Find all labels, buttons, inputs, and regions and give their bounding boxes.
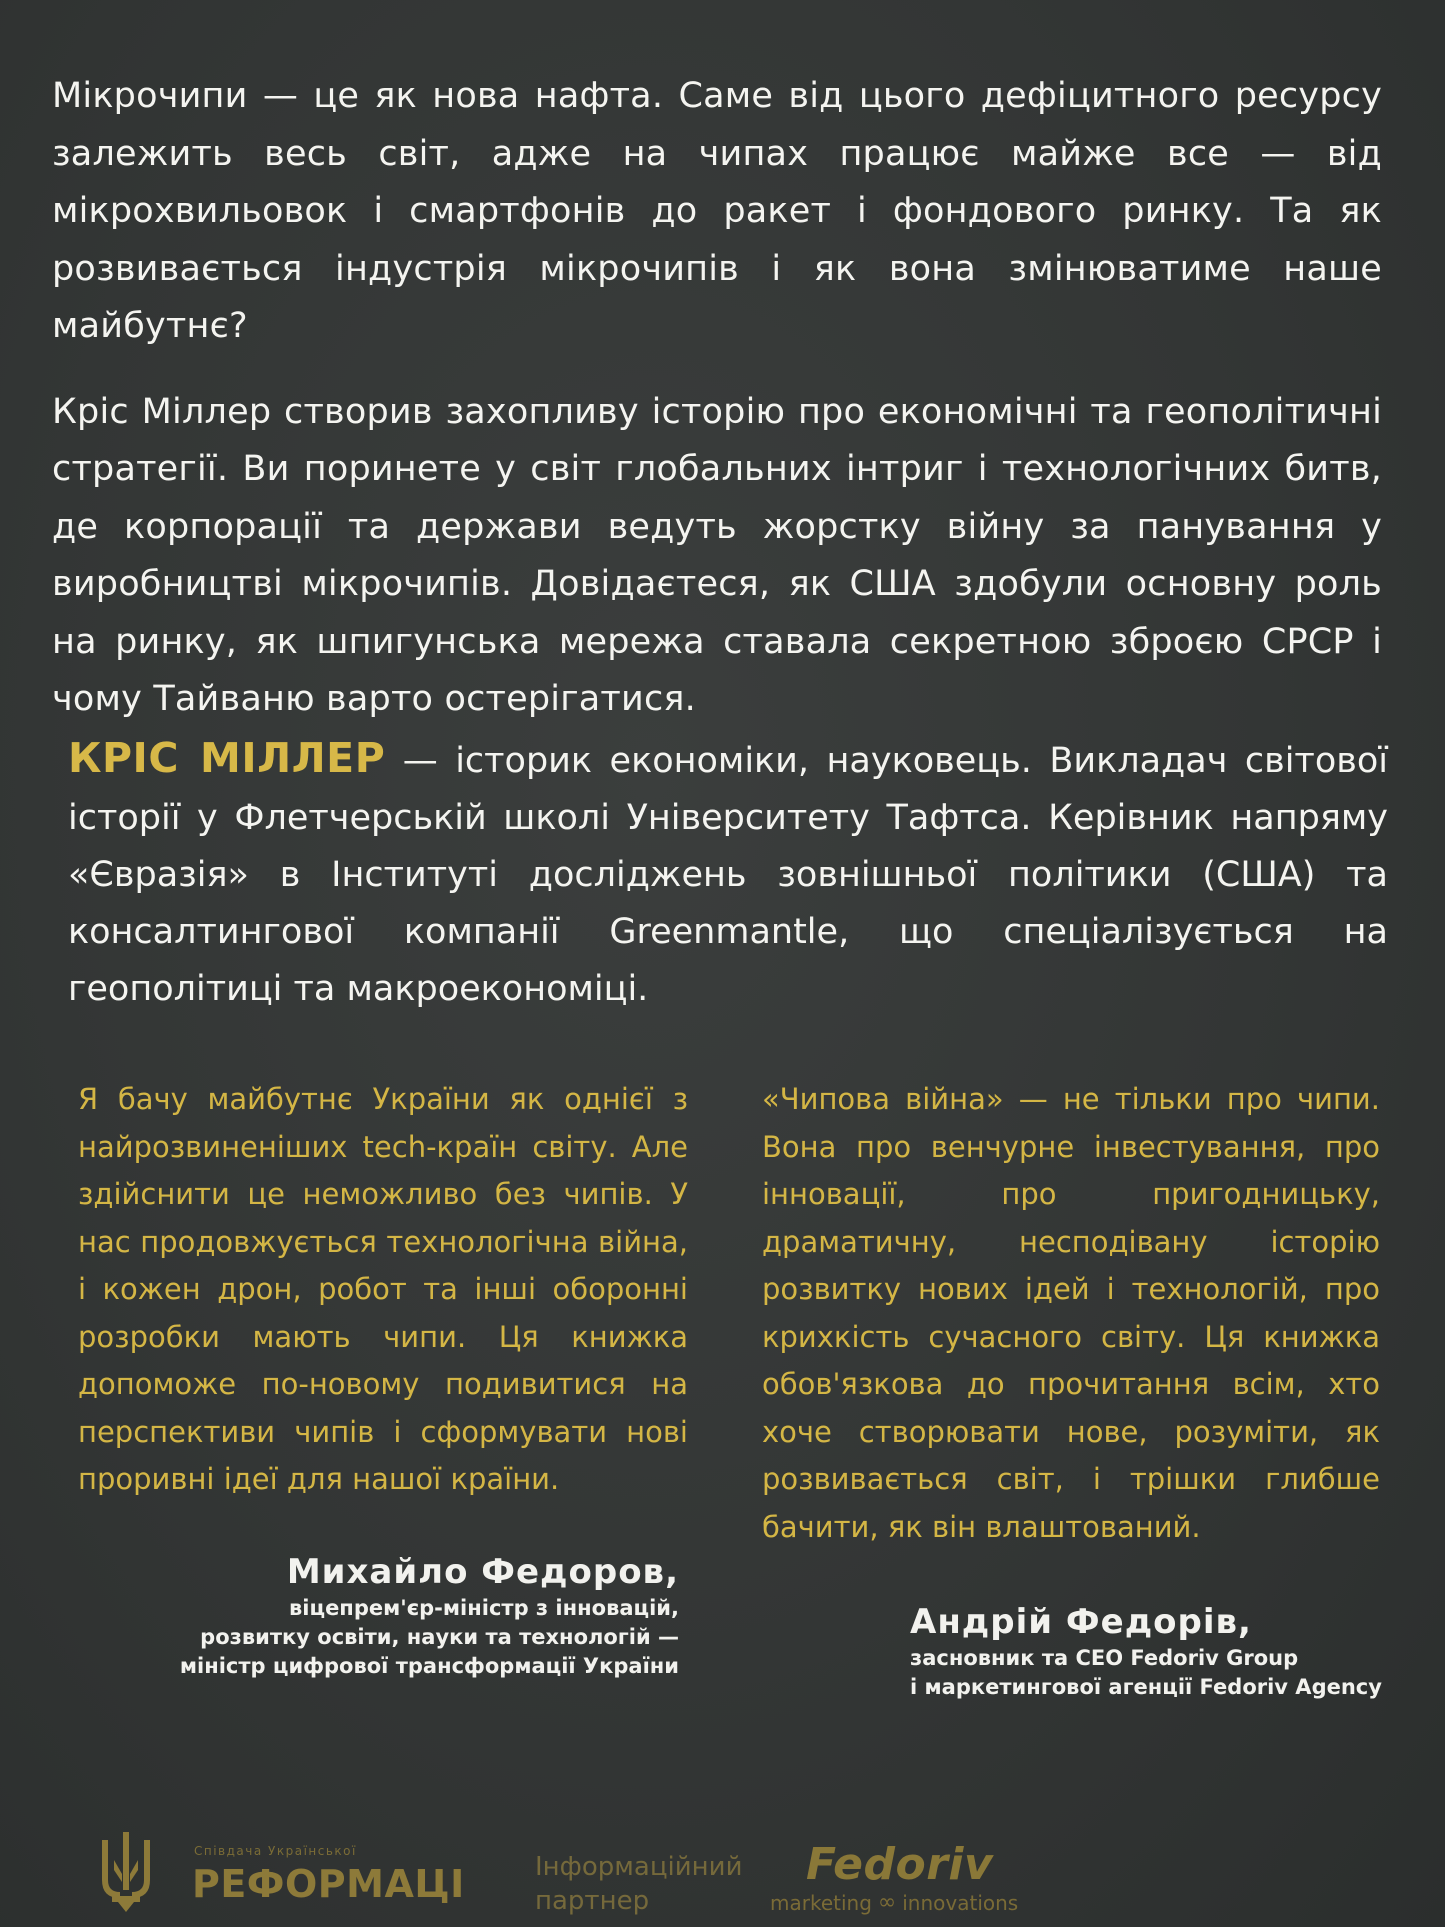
reformation-logo	[98, 1830, 465, 1920]
logo-small-text: Співдача Української	[194, 1844, 357, 1858]
intro-text	[52, 68, 1382, 757]
info-partner-label	[535, 1850, 742, 1918]
fedoriv-tag-word: marketing	[770, 1891, 872, 1915]
intro-paragraph-2: Кріс Міллер створив захопливу історію про економічні та геополітичні стратегії. Ви поринете у світ глобальних інтриг і технологічних битв, де корпорації та держави ведуть жорстку війну за панування у виробництві мікрочипів. Довідаєтеся, як США здобули основну роль на ринку, як шпигунська мережа ставала секретною зброєю СРСР і чому Тайваню варто остерігатися.	[52, 391, 1382, 719]
author-bio	[68, 730, 1388, 1018]
signature-role-line: віцепрем'єр-міністр з інновацій,	[289, 1596, 679, 1620]
quote-fedorov: Я бачу майбутнє України як однієї з найрозвиненіших tech-країн світу. Але здійснити це неможливо без чипів. У нас продовжується технологічна війна, і кожен дрон, робот та інші оборонні розробки мають чипи. Ця книжка допоможе по-новому подивитися на перспективи чипів і сформувати нові проривні ідеї для нашої країни.	[78, 1082, 688, 1496]
signature-role-line: розвитку освіти, науки та технологій —	[200, 1625, 679, 1649]
logo-big-text: РЕФОРМАЦІ	[192, 1862, 465, 1906]
signature-fedoriv	[910, 1600, 1382, 1702]
signature-role-line: і маркетингової агенції Fedoriv Agency	[910, 1675, 1382, 1699]
author-bio-text: — історик економіки, науковець. Викладач світової історії у Флетчерській школі Університету Тафтса. Керівник напряму «Євразія» в Інституті досліджень зовнішньої політики (США) та консалтингової компанії Greenmantle, що спеціалізується на геополітиці та макроекономіці.	[68, 741, 1388, 1009]
signature-name: Андрій Федорів,	[910, 1602, 1252, 1642]
signature-name: Михайло Федоров,	[286, 1552, 679, 1592]
trident-icon	[98, 1830, 154, 1912]
fedoriv-logo	[770, 1840, 1018, 1916]
author-name: КРІС МІЛЛЕР	[68, 734, 386, 782]
infinity-icon: ∞	[877, 1890, 897, 1915]
signature-role-line: міністр цифрової трансформації України	[179, 1654, 679, 1678]
fedoriv-tag-word: innovations	[902, 1891, 1019, 1915]
fedoriv-wordmark: Fedoriv	[806, 1839, 994, 1890]
footer-logos	[0, 1820, 1445, 1927]
quote-fedoriv: «Чипова війна» — не тільки про чипи. Вона про венчурне інвестування, про інновації, про пригодницьку, драматичну, несподівану історію розвитку нових ідей і технологій, про крихкість сучасного світу. Ця книжка обов'язкова до прочитання всім, хто хоче створювати нове, розуміти, як розвивається світ, і трішки глибше бачити, як він влаштований.	[762, 1082, 1380, 1544]
partner-line: партнер	[535, 1886, 650, 1916]
signature-fedorov	[180, 1550, 679, 1681]
signature-role-line: засновник та CEO Fedoriv Group	[910, 1646, 1299, 1670]
fedoriv-tagline	[770, 1890, 1018, 1916]
partner-line: Інформаційний	[535, 1852, 743, 1882]
intro-paragraph-1: Мікрочипи — це як нова нафта. Саме від цього дефіцитного ресурсу залежить весь світ, адже на чипах працює майже все — від мікрохвильовок і смартфонів до ракет і фондового ринку. Та як розвивається індустрія мікрочипів і як вона змінюватиме наше майбутнє?	[52, 76, 1382, 346]
